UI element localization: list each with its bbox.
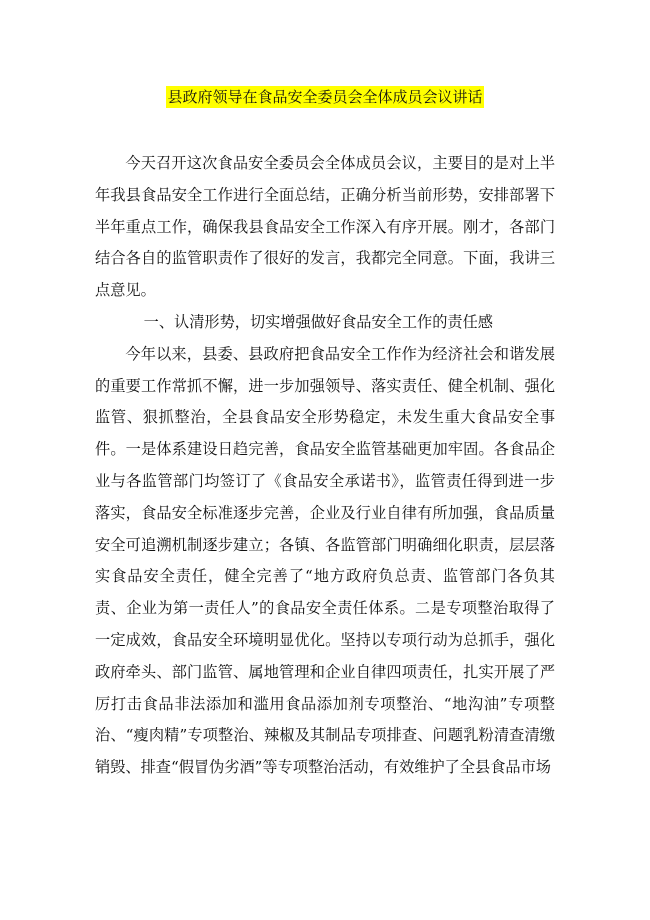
- section-1-paragraph: 今年以来，县委、县政府把食品安全工作作为经济社会和谐发展的重要工作常抓不懈，进一步加强领导、落实责任、健全机制、强化监管、狠抓整治，全县食品安全形势稳定，未发生重大食品安全事件。一是体系建设日趋完善，食品安全监管基础更加牢固。各食品企业与各监管部门均签订了《食品安全承诺书》，监管责任得到进一步落实，食品安全标准逐步完善，企业及行业自律有所加强，食品质量安全可追溯机制逐步建立；各镇、各监管部门明确细化职责，层层落实食品安全责任，健全完善了“地方政府负总责、监管部门各负其责、企业为第一责任人”的食品安全责任体系。二是专项整治取得了一定成效，食品安全环境明显优化。坚持以专项行动为总抓手，强化政府牵头、部门监管、属地管理和企业自律四项责任，扎实开展了严厉打击食品非法添加和滥用食品添加剂专项整治、“地沟油”专项整治、“瘦肉精”专项整治、辣椒及其制品专项排查、问题乳粉清查清缴销毁、排查“假冒伪劣酒”等专项整治活动，有效维护了全县食品市场: [95, 344, 555, 777]
- title-container: [0, 86, 650, 108]
- document-body: [95, 148, 555, 784]
- intro-paragraph: 今天召开这次食品安全委员会全体成员会议，主要目的是对上半年我县食品安全工作进行全面总结，正确分析当前形势，安排部署下半年重点工作，确保我县食品安全工作深入有序开展。刚才，各部门结合各自的监管职责作了很好的发言，我都完全同意。下面，我讲三点意见。: [95, 154, 555, 300]
- document-title: 县政府领导在食品安全委员会全体成员会议讲话: [167, 88, 483, 106]
- section-heading-1: 一、认清形势，切实增强做好食品安全工作的责任感: [143, 312, 493, 331]
